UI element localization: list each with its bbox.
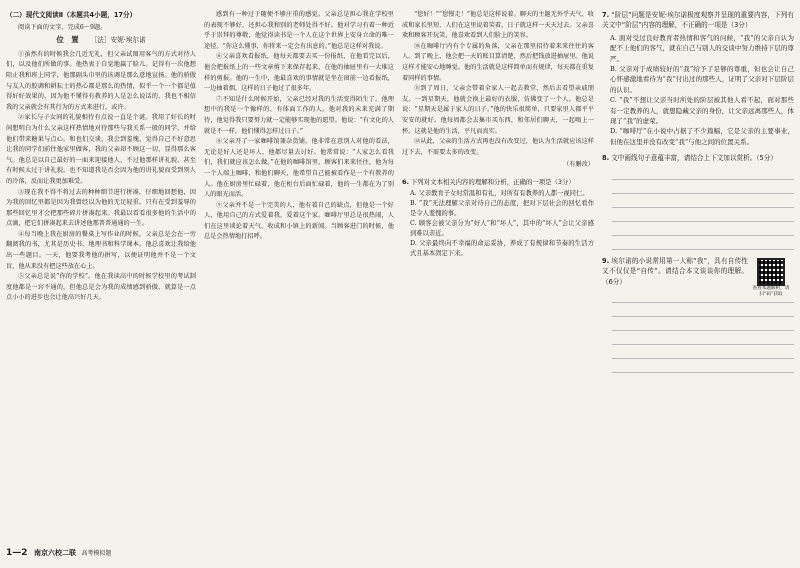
paragraph: 感到有一种过于随便不够庄重的感觉。父亲总是担心我在学校里的表现不够好，还担心我和别的老师处得不好。他对学习有着一种近乎于崇拜的尊敬，他觉得读书是一个人在这个世界上安身立命的唯一途径。“你这么懂事，你将来一定会有出息的。”他总是这样对我说。 [204, 11, 394, 50]
column-1 [6, 10, 196, 304]
question-9-block [602, 256, 794, 297]
answer-line [612, 222, 794, 236]
answer-area-9[interactable] [602, 289, 794, 373]
article-title: 位 置 [56, 35, 79, 45]
answer-line [612, 359, 794, 373]
answer-line [612, 317, 794, 331]
answer-line [612, 208, 794, 222]
paragraph: ⑥父亲喜欢看报纸，他每天都要去买一份报纸，在他看完以后，他会把报纸上的一些文章剪下来保存起来，在他的抽屉里有一大堆这样的剪报。他的一生中，他最喜欢的事情就是坐在窗前一边看报纸，一边抽着烟，这样的日子他过了很多年。 [204, 53, 394, 93]
option-b: B. 父亲对于成绩较好的“我”给予了足够的尊重，但也会让自己心怀感激地看待为“我”付出过的那些人，证明了父亲对下层阶层的认识。 [610, 65, 794, 94]
paragraph: ⑫从此，父亲的生活方式再也没有改变过，他认为生活就应该这样过下去，不需要太多的改变。 [402, 138, 594, 156]
question-number: 6. [402, 177, 409, 186]
page-number: 1—2 [6, 548, 28, 558]
column-2 [204, 10, 394, 243]
qr-code-icon [757, 258, 785, 286]
column-3 [402, 10, 594, 259]
question-7 [602, 10, 794, 31]
option-c: C. “我”不想让父亲当时所处的阶层被其他人看不起，面对那些有一定教养的人，就想隐藏父亲的身份，让父亲远离那些人，体现了“我”的虚荣。 [610, 96, 794, 126]
paragraph: ⑩在咖啡厅内有个专属的角落，父亲在那里招待着来来往往的客人。到了晚上，他会把一天的账目算清楚，然后把钱放进抽屉里。他说这样才能安心地睡觉。他的生活就是这样简单而有规律，每天都在重复着同样的事情。 [402, 42, 594, 82]
question-stem: 文中画线句子意蕴丰富，请结合上下文加以赏析。（5分） [611, 154, 777, 163]
question-8 [602, 153, 794, 163]
paragraph: ⑧父亲开了一家咖啡馆兼杂货铺。他非常在意别人对他的看法，无论是好人还是坏人，他都尽量去讨好。他常常说：“人家怎么看我们，我们就应该怎么做。”在他的咖啡馆里，顾客们来来往往，他为每一个人端上咖啡，和他们聊天，他希望自己能被看作是一个有教养的人。他在厨房里忙碌着，他在柜台后面忙碌着，他的一生都在为了别人的眼光而活。 [204, 138, 394, 199]
answer-line [612, 180, 794, 194]
answer-area-8[interactable] [602, 166, 794, 250]
answer-line [612, 303, 794, 317]
option-c: C. 顾客会被父亲分为“好人”和“坏人”，其中的“坏人”会让父亲感到难以亲近。 [410, 219, 594, 237]
question-number: 9. [602, 256, 610, 265]
answer-line [612, 331, 794, 345]
question-stem: 埃尔诺的小说常用第一人称“我”，具有自传性又不仅仅是“自传”。请结合本文谈谈你的理解。（6分） [602, 256, 748, 286]
answer-line [612, 345, 794, 359]
paragraph: ④每当晚上我在厨房的餐桌上写作业的时候，父亲总是会在一旁翻阅我的书，尤其是历史书、地理书和科学课本。他总喜欢让我给他出一些题目。一天，他要我考他的拼写，以便证明他并不是一个文盲，他从来没有把这些放在心上。 [6, 230, 196, 270]
paragraph: ②家长与子女间的礼貌相待有点说一直是个谜。我用了好长的时间想明白为什么父亲这样热情地对待那些与我关系一般的同学，并给他们带来糖果与点心。和也们交谈，我会到羞愧，觉得自己不好意思让我的同学们前往他家里做客，我的父亲却不顾这一切，显得那么客气。他总是以自己最好的一面来迎接他人，不过他那样讲礼貌，甚至有时候太过于讲礼貌，也不知道我是否会因为他的讲礼貌而受到别人的冷落，反而让我更加难受。 [6, 114, 196, 185]
article-heading [6, 35, 196, 46]
answer-line [612, 166, 794, 180]
source-note: （有删改） [563, 161, 594, 169]
paragraph: ⑤父亲总是说“你的学校”。他在我读高中的时候学校里的考试制度他都是一窍不通的，但他总是会为我的成绩感到骄傲，就算是一点点小小的进步也会让他高兴好几天。 [6, 273, 196, 302]
paragraph: ①虽然有的时候我会几近无礼，但父亲试图用客气的方式对待人们，以及他们所做的事。他热衷于自觉地赢了脸儿。记得有一次他想阻止我和班上同学，他那副头巾里的该调是那么意地宣扬。他的骄傲与友人的胶调和耕耘士的热心都是那么的热情，似乎一个一个都是值得好好效果的。因为他不懂得有教养的人是怎么说话的，我也不相信我的父亲就会有其行为的方式来进行，或许。 [6, 50, 196, 111]
column-4 [602, 10, 794, 373]
option-d: D. 父亲最终向不幸福的命运妥协，养成了有规律和节奏的生活方式且基本固定下来。 [410, 239, 594, 257]
question-6 [402, 177, 594, 187]
qr-code[interactable] [750, 258, 792, 298]
option-d: D. “咖啡厅”在小说中占据了不少篇幅，它是父亲的主要事业，但他在这里并没有改变“我”与他之间的位置关系。 [610, 127, 794, 146]
question-number: 8. [602, 154, 610, 163]
paragraph: ⑨父亲并不是一个完美的人，他有着自己的缺点，但他是一个好人，他用自己的方式爱着我，爱着这个家。咖啡厅里总是很热闹，人们在这里谈论着天气、收成和小镇上的新闻。当顾客进门的时候，他总是会热情地打招呼。 [204, 201, 394, 241]
page-footer [6, 548, 111, 558]
section-intro: 阅读下面的文字，完成6～9题。 [18, 23, 107, 31]
answer-line [612, 236, 794, 250]
qr-caption: 查看本题解析，请扫“码”获取 [752, 285, 790, 297]
article-author: ［法］安妮·埃尔诺 [90, 36, 146, 45]
brand-label: 高考模拟题 [81, 550, 112, 557]
option-a: A. 面对受过良好教育者热情和客气的问候，“我”的父亲自认为配不上他们的客气，就在自己与别人的交谈中努力维持下层的尊严。 [610, 33, 794, 63]
section-title: （二）现代文阅读Ⅱ（本题共4小题，17分） [6, 11, 137, 19]
edition-label: 南京六校二联 [33, 549, 76, 557]
question-stem: 下列对文本相关内容的理解和分析，正确的一项是（3分） [410, 177, 575, 186]
option-a: A. 父亲教育子女时常温和有礼，对所有有教养的人都一视同仁。 [410, 189, 589, 197]
paragraph: ⑦不知是什么时候开始，父亲已经对我的生活变得陌生了。他理想中的我是一个像样的、有体面工作的人。他对我的未来充满了期待，他觉得我只要努力就一定能够实现他的愿望。他说：“有文化的人就是不一样，他们懂得怎样过日子。” [204, 95, 394, 135]
paragraph: “您好！”“您慢走！”他总是这样说着。聊天的主题无外乎天气、收成和家长里短，人们在这里说着笑着，日子就这样一天天过去。父亲喜欢和顾客开玩笑，他喜欢看到人们脸上的笑容。 [402, 11, 594, 40]
answer-line [612, 194, 794, 208]
question-stem: “阶层”问题是安妮·埃尔诺极度观察并呈现的重要内容，下列有关文中“阶层”内容的理解，不正确的一项是（3分） [602, 11, 794, 30]
option-b: B. “我”无法理解父亲对待自己的态度，把对下层社会的回忆看作是令人羞愧的事。 [410, 199, 594, 217]
paragraph: ③现在我不得不将过去的种种细节进行拼凑，仔细地回想他，因为我的回忆里都是因为我曾经以为他的无足轻重。只有在受到羞辱的那些回忆里才会把那些碎片拼凑起来。我最以看看很多他的生活中的点滴，把它们拼凑起来去讲述他那普普通通的一生。 [6, 188, 196, 228]
paragraph: ⑪到了周日，父亲会带着全家人一起去教堂，然后去看望亲戚朋友。一到星期天，他就会换上最好的衣服，仿佛变了一个人。他总是说：“星期天是属于家人的日子。”他的快乐很简单，只要家里人都平平安安的就好。他每周都会去集市买东西，和邻居们聊天，一起喝上一杯。这就是他的生活，平凡而真实。 [402, 85, 594, 135]
question-number: 7. [602, 11, 610, 19]
